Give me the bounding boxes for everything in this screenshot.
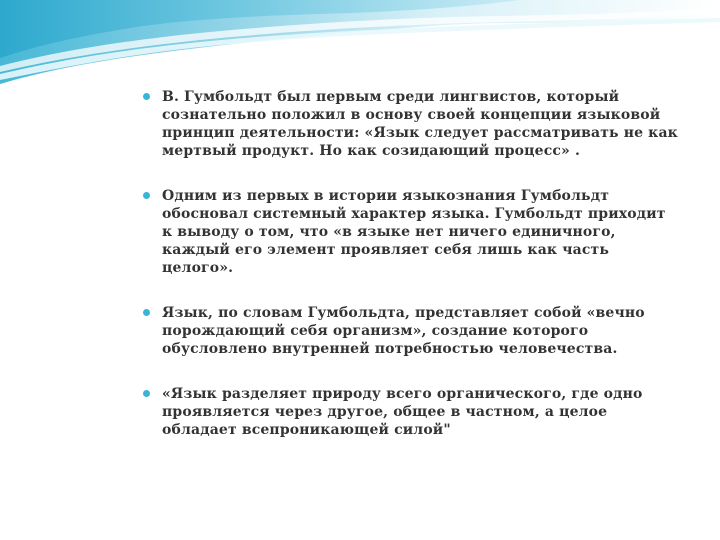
bullet-text: Язык, по словам Гумбольдта, представляет собой «вечно порождающий себя организм», создание которого обусловлено внутренней потребностью человечества.: [162, 305, 645, 357]
bullet-item: [140, 385, 680, 439]
bullet-dot-icon: [143, 192, 150, 199]
bullet-item: [140, 187, 680, 277]
bullet-text: В. Гумбольдт был первым среди лингвистов, который сознательно положил в основу своей концепции языковой принцип деятельности: «Язык следует рассматривать не как мертвый продукт. Но как созидающий процесс» .: [162, 89, 678, 159]
bullet-dot-icon: [143, 93, 150, 100]
bullet-text: «Язык разделяет природу всего органического, где одно проявляется через другое, общее в частном, а целое обладает всепроникающей силой": [162, 386, 643, 438]
bullet-text: Одним из первых в истории языкознания Гумбольдт обосновал системный характер языка. Гумбольдт приходит к выводу о том, что «в языке нет ничего единичного, каждый его элемент проявляет себя лишь как часть целого».: [162, 188, 666, 276]
bullet-dot-icon: [143, 390, 150, 397]
bullet-dot-icon: [143, 309, 150, 316]
bullet-item: [140, 304, 680, 358]
bullet-item: [140, 88, 680, 160]
header-wave-decoration: [0, 0, 720, 90]
bullet-list: [140, 88, 680, 466]
